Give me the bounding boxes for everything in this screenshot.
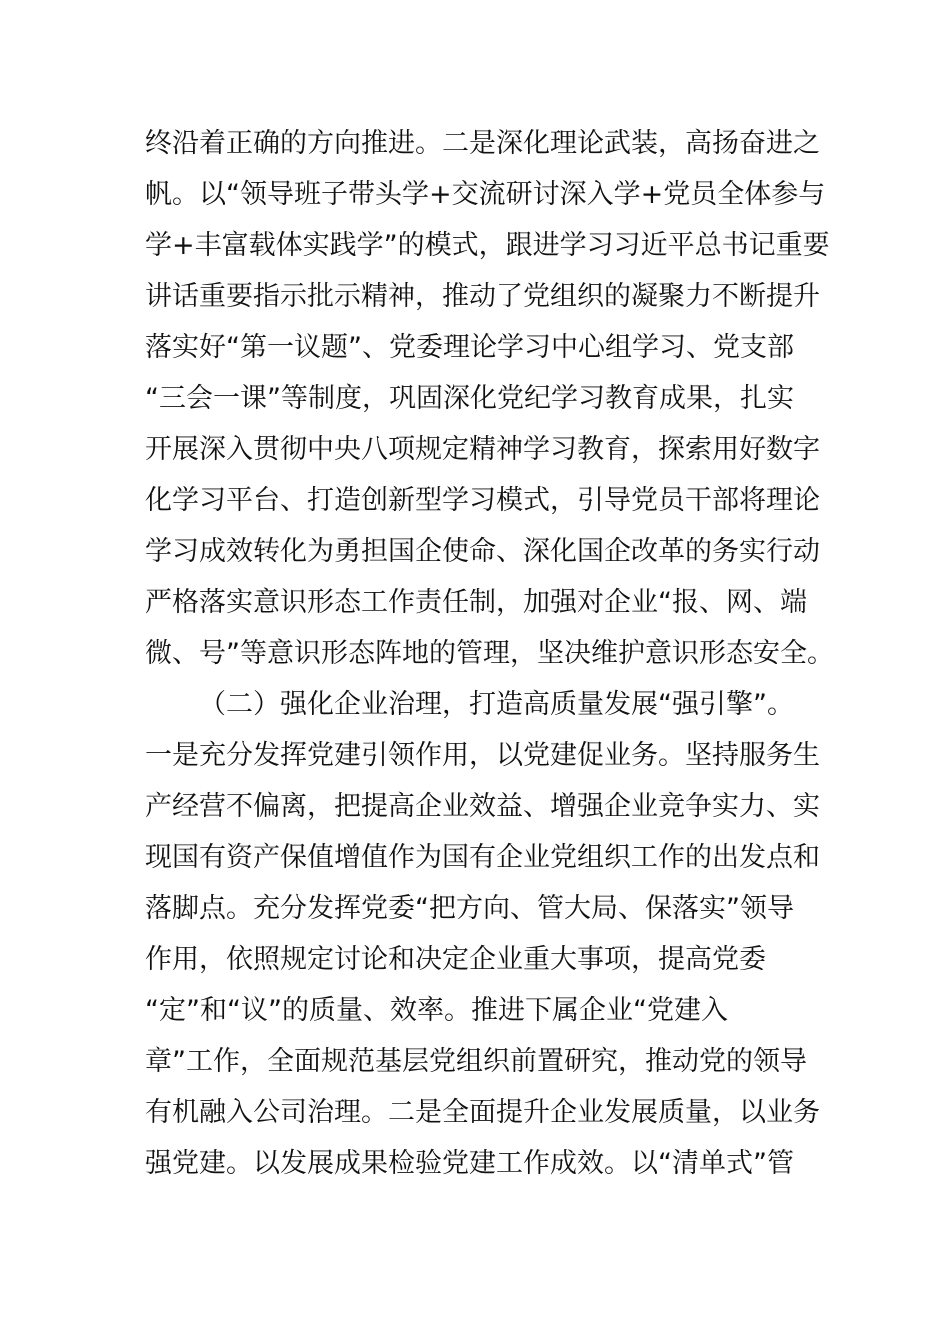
text-line: 严格落实意识形态工作责任制，加强对企业“报、网、端 xyxy=(145,587,807,618)
text-line: 作用，依照规定讨论和决定企业重大事项，提高党委 xyxy=(145,944,766,975)
text-line: 微、号”等意识形态阵地的管理，坚决维护意识形态安全。 xyxy=(145,638,834,669)
text-line: 帆。以“领导班子带头学+交流研讨深入学+党员全体参与 xyxy=(145,179,826,210)
text-line: 强党建。以发展成果检验党建工作成效。以“清单式”管 xyxy=(145,1148,794,1179)
text-line: 落脚点。充分发挥党委“把方向、管大局、保落实”领导 xyxy=(145,893,794,924)
text-line: 讲话重要指示批示精神，推动了党组织的凝聚力不断提升 xyxy=(145,281,820,312)
text-line: 落实好“第一议题”、党委理论学习中心组学习、党支部 xyxy=(145,332,794,363)
text-line: 一是充分发挥党建引领作用，以党建促业务。坚持服务生 xyxy=(145,740,820,771)
body-text xyxy=(145,118,834,1189)
text-line: 章”工作，全面规范基层党组织前置研究，推动党的领导 xyxy=(145,1046,807,1077)
text-line: 开展深入贯彻中央八项规定精神学习教育，探索用好数字 xyxy=(145,434,820,465)
text-line: 化学习平台、打造创新型学习模式，引导党员干部将理论 xyxy=(145,485,820,516)
text-line: 有机融入公司治理。二是全面提升企业发展质量，以业务 xyxy=(145,1097,820,1128)
text-line: 现国有资产保值增值作为国有企业党组织工作的出发点和 xyxy=(145,842,820,873)
text-line: 产经营不偏离，把提高企业效益、增强企业竞争实力、实 xyxy=(145,791,820,822)
text-line: “三会一课”等制度，巩固深化党纪学习教育成果，扎实 xyxy=(145,383,794,414)
text-line: “定”和“议”的质量、效率。推进下属企业“党建入 xyxy=(145,995,728,1026)
section-heading: （二）强化企业治理，打造高质量发展“强引擎”。 xyxy=(199,689,794,720)
text-line: 学习成效转化为勇担国企使命、深化国企改革的务实行动 xyxy=(145,536,820,567)
text-line: 终沿着正确的方向推进。二是深化理论武装，高扬奋进之 xyxy=(145,128,820,159)
text-line: 学+丰富载体实践学”的模式，跟进学习习近平总书记重要 xyxy=(145,230,830,261)
